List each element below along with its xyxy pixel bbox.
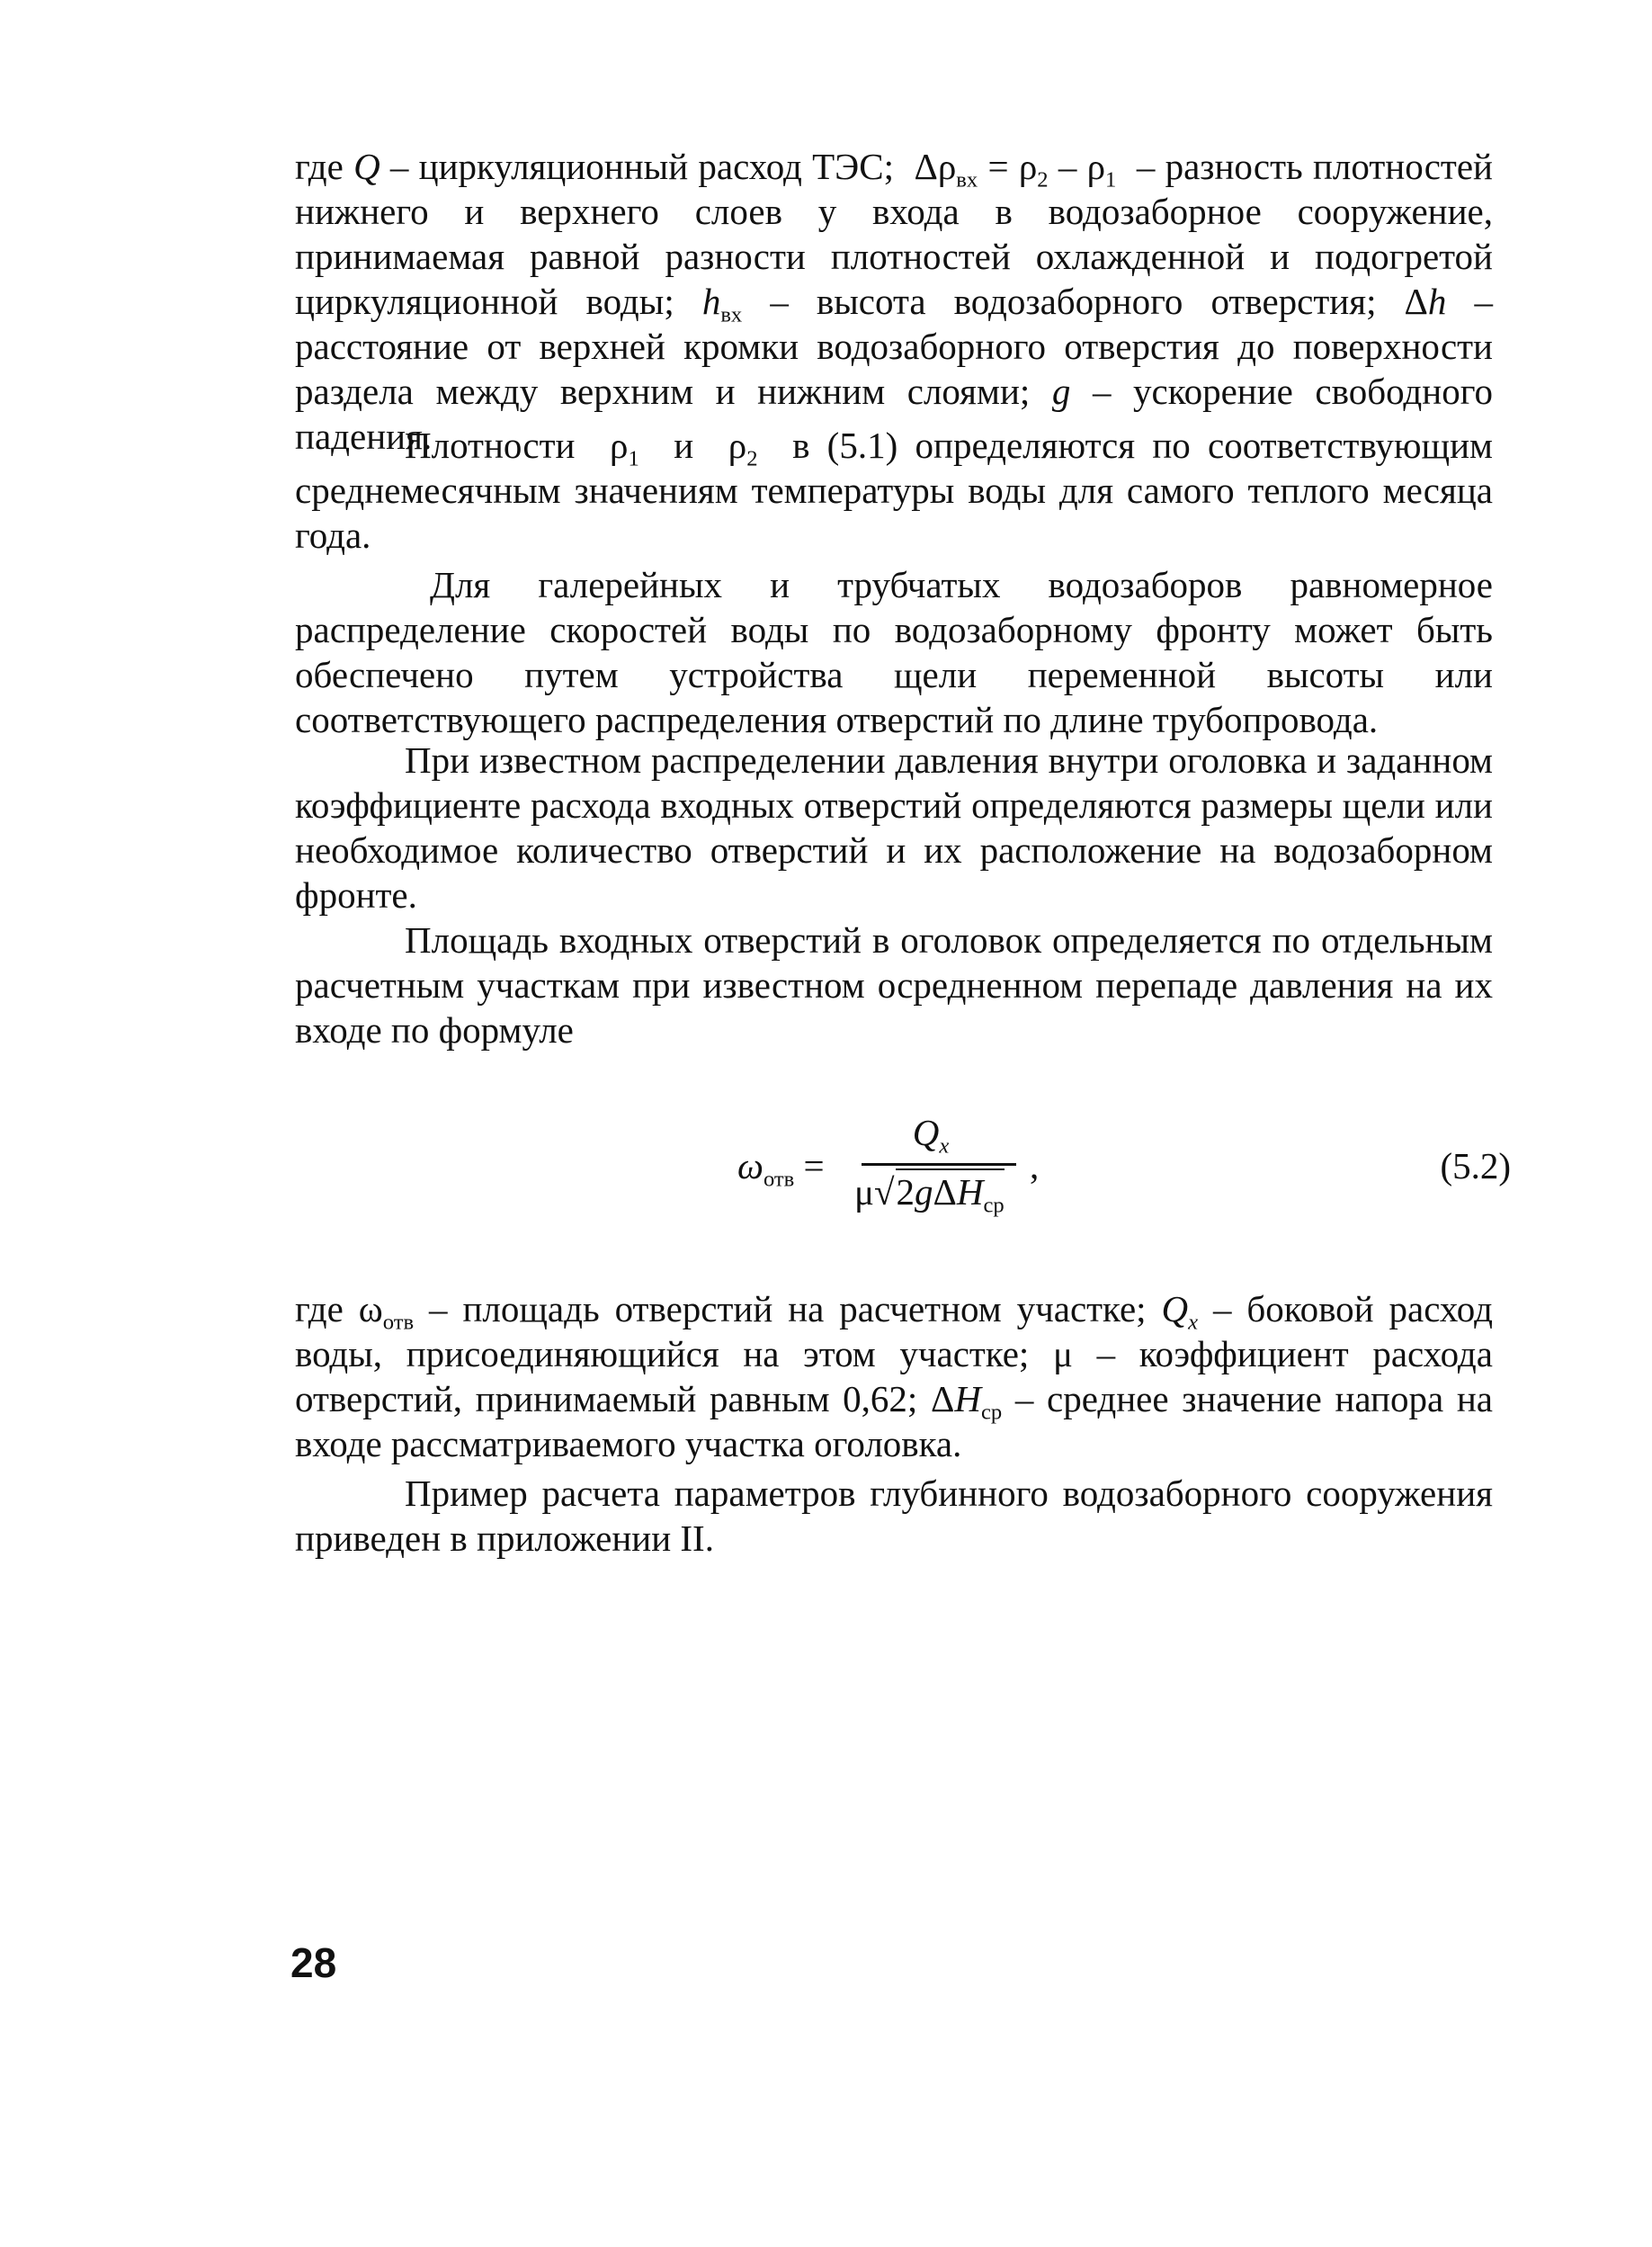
formula-5-2 [737, 1111, 1511, 1237]
page-number: 28 [290, 1939, 337, 1986]
paragraph-inlet-area: Площадь входных отверстий в оголовок определяется по отдельным расчетным участкам при известном осредненном перепаде давления на их входе по формуле [295, 919, 1493, 1051]
paragraph-pressure-distribution: При известном распределении давления внутри оголовка и заданном коэффициенте расхода входных отверстий определяются размеры щели или необходимое количество отверстий и их расположение на водозаборном фронте. [295, 739, 1493, 916]
paragraph-definitions-5-1: где Q – циркуляционный расход ТЭС; $\Delta\rho_{вх} = \rho_2 - \rho_1$ – разность плотностей нижнего и верхнего слоев у входа в водозаборное сооружение, принимаемая равной разности плотностей охлажденной и подогретой циркуляционной воды; $h_{вх}$ – высота водозаборного отверстия; Δh – расстояние от верхней кромки водозаборного отверстия до поверхности раздела между верхним и нижним слоями; g – ускорение свободного падения. [295, 146, 1493, 457]
fraction-bar [862, 1163, 1016, 1166]
formula-comma: , [1030, 1145, 1040, 1186]
formula-denominator: μ√2gΔH$_{ср}$ [854, 1168, 1005, 1213]
paragraph-gallery-intakes: Для галерейных и трубчатых водозаборов равномерное распределение скоростей воды по водозаборному фронту может быть обеспечено путем устройства щели переменной высоты или соответствующего распределения отверстий по длине трубопровода. [295, 564, 1493, 740]
formula-numerator: $Q_x$ [912, 1112, 950, 1159]
paragraph-densities: Плотности $\rho_1$ и $\rho_2$ в (5.1) определяются по соответствующим среднемесячным значениям температуры воды для самого теплого месяца года. [295, 425, 1493, 556]
formula-number: (5.2) [1440, 1145, 1511, 1186]
paragraph-example-reference: Пример расчета параметров глубинного водозаборного сооружения приведен в приложении II. [295, 1473, 1493, 1559]
formula-lhs: $\omega_{отв}$ = [737, 1145, 825, 1192]
paragraph-formula-definitions: где $\omega_{отв}$ – площадь отверстий на расчетном участке; $Q_x$ – боковой расход воды, присоединяющийся на этом участке; μ – коэффициент расхода отверстий, принимаемый равным 0,62; $\Delta H_{ср}$ – среднее значение напора на входе рассматриваемого участка оголовка. [295, 1288, 1493, 1464]
